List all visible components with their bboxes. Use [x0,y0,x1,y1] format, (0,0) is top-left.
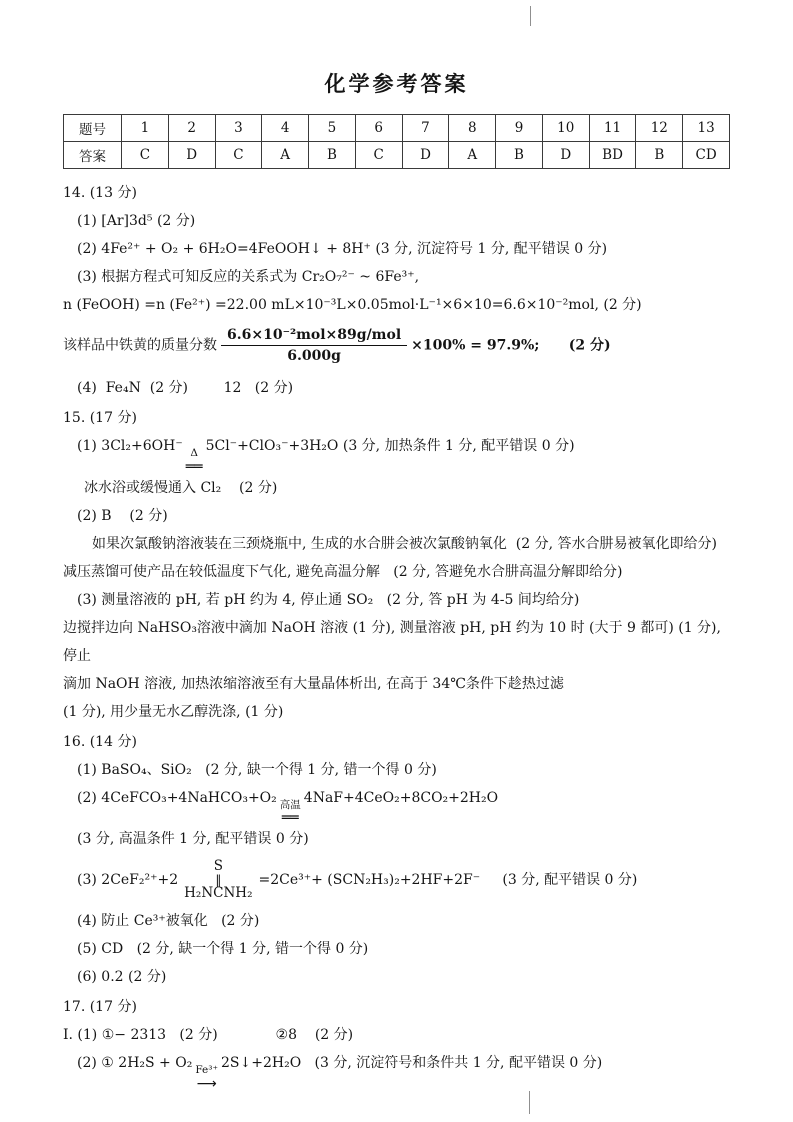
table-cell: B [309,142,356,169]
condition-label: Fe³⁺ [195,1064,219,1077]
equation-left: (3) 2CeF₂²⁺+2 [77,872,179,889]
equation-left: (2) 4CeFCO₃+4NaHCO₃+O₂ [77,789,277,806]
table-cell: CD [683,142,730,169]
q16-answer-1: (1) BaSO₄、SiO₂ (2 分, 缺一个得 1 分, 错一个得 0 分) [77,761,437,778]
q14-mass-fraction-line [63,326,730,365]
table-cell: B [496,142,543,169]
table-row-answers [64,142,730,169]
high-temperature-condition [280,800,301,826]
fraction-numerator: 6.6×10⁻²mol×89g/mol [221,326,407,346]
q14-answer-2: (2) 4Fe²⁺ + O₂ + 6H₂O=4FeOOH↓ + 8H⁺ (3 分, 沉淀符号 1 分, 配平错误 0 分) [77,241,608,257]
q15-answer-3: (3) 测量溶液的 pH, 若 pH 约为 4, 停止通 SO₂ (2 分, 答 pH 为 4-5 间均给分) [77,591,580,608]
equation-right: 4NaF+4CeO₂+8CO₂+2H₂O [303,789,499,806]
q17-answer-1: Ⅰ. (1) ①− 2313 (2 分) ②8 (2 分) [63,1027,354,1044]
equation-left: (2) ① 2H₂S + O₂ [77,1055,193,1072]
q14-answer-4: (4) Fe₄N (2 分) 12 (2 分) [77,380,294,397]
q14-answer-3: (3) 根据方程式可知反应的关系式为 Cr₂O₇²⁻ ~ 6Fe³⁺, [77,269,420,285]
thiourea-structure [184,859,252,901]
table-cell: A [262,142,309,169]
table-cell: C [215,142,262,169]
table-cell: 1 [122,115,169,142]
table-cell: BD [589,142,636,169]
table-header-cell: 题号 [64,115,122,142]
table-cell: D [542,142,589,169]
equals-sign: ══ [185,458,203,475]
table-cell: D [402,142,449,169]
q17-equation-2 [63,1049,730,1091]
equation-right: 2S↓+2H₂O (3 分, 沉淀符号和条件共 1 分, 配平错误 0 分) [221,1055,603,1072]
fraction-denominator: 6.000g [287,348,341,365]
crop-mark-top [530,6,531,26]
table-cell: 4 [262,115,309,142]
q15-heading: 15. (17 分) [63,410,137,427]
table-cell: 10 [542,115,589,142]
q15-equation-1 [63,432,730,474]
q16-heading: 16. (14 分) [63,733,137,750]
table-row-question-numbers [64,115,730,142]
condition-label: 高温 [279,798,301,811]
table-cell: 2 [168,115,215,142]
table-cell: 13 [683,115,730,142]
table-cell: A [449,142,496,169]
table-cell: 12 [636,115,683,142]
q15-answer-2: (2) B (2 分) [77,507,168,524]
q14-calculation: n (FeOOH) =n (Fe²⁺) =22.00 mL×10⁻³L×0.05mol·L⁻¹×6×10=6.6×10⁻²mol, (2 分) [63,297,642,313]
q15-answer-3-line-4: (1 分), 用少量无水乙醇洗涤, (1 分) [63,703,284,720]
q16-answer-6: (6) 0.2 (2 分) [77,969,167,986]
q16-equation-3 [63,859,730,901]
equation-left: (1) 3Cl₂+6OH⁻ [77,438,183,455]
equals-sign: ══ [281,810,299,827]
table-cell: C [122,142,169,169]
sulfur-atom: S [213,858,223,875]
q16-answer-2-score: (3 分, 高温条件 1 分, 配平错误 0 分) [77,831,309,848]
q14-answer-1: (1) [Ar]3d⁵ (2 分) [77,213,196,229]
equation-right: =2Ce³⁺+ (SCN₂H₃)₂+2HF+2F⁻ (3 分, 配平错误 0 分) [258,872,638,889]
condition-delta: Δ [190,447,198,460]
page-title: 化学参考答案 [324,71,469,96]
table-header-cell: 答案 [64,142,122,169]
table-cell: B [636,142,683,169]
q14-heading: 14. (13 分) [63,185,137,201]
table-cell: 5 [309,115,356,142]
q16-equation-2 [63,784,730,826]
q16-answer-4: (4) 防止 Ce³⁺被氧化 (2 分) [77,913,260,930]
q16-answer-5: (5) CD (2 分, 缺一个得 1 分, 错一个得 0 分) [77,941,369,958]
heating-condition [186,448,203,474]
table-cell: 6 [355,115,402,142]
reaction-arrow: ⟶ [196,1075,217,1092]
q17-heading: 17. (17 分) [63,999,137,1016]
fraction [221,326,407,365]
table-cell: 8 [449,115,496,142]
catalyst-condition [195,1065,218,1091]
table-cell: C [355,142,402,169]
mass-fraction-prefix: 该样品中铁黄的质量分数 [63,337,217,354]
table-cell: D [168,142,215,169]
q15-answer-1b: 冰水浴或缓慢通入 Cl₂ (2 分) [84,479,278,496]
answer-table [63,114,730,169]
q15-answer-3-line-2: 边搅拌边向 NaHSO₃溶液中滴加 NaOH 溶液 (1 分), 测量溶液 pH, pH 约为 10 时 (大于 9 都可) (1 分), 停止 [63,619,726,664]
equation-right: 5Cl⁻+ClO₃⁻+3H₂O (3 分, 加热条件 1 分, 配平错误 0 分) [205,438,575,455]
crop-mark-bottom [529,1091,530,1114]
table-cell: 9 [496,115,543,142]
table-cell: 3 [215,115,262,142]
structure-base: H₂NCNH₂ [184,885,253,902]
q15-answer-2-explain-2: 减压蒸馏可使产品在较低温度下气化, 避免高温分解 (2 分, 答避免水合肼高温分解即给分) [63,563,623,580]
double-bond: ‖ [215,873,222,888]
table-cell: 11 [589,115,636,142]
q15-answer-2-explain-1: 如果次氯酸钠溶液装在三颈烧瓶中, 生成的水合肼会被次氯酸钠氧化 (2 分, 答水合肼易被氧化即给分) [92,535,717,552]
q15-answer-3-line-3: 滴加 NaOH 溶液, 加热浓缩溶液至有大量晶体析出, 在高于 34℃条件下趁热过滤 [63,675,564,692]
table-cell: 7 [402,115,449,142]
mass-fraction-result: ×100% = 97.9%; (2 分) [411,337,611,354]
